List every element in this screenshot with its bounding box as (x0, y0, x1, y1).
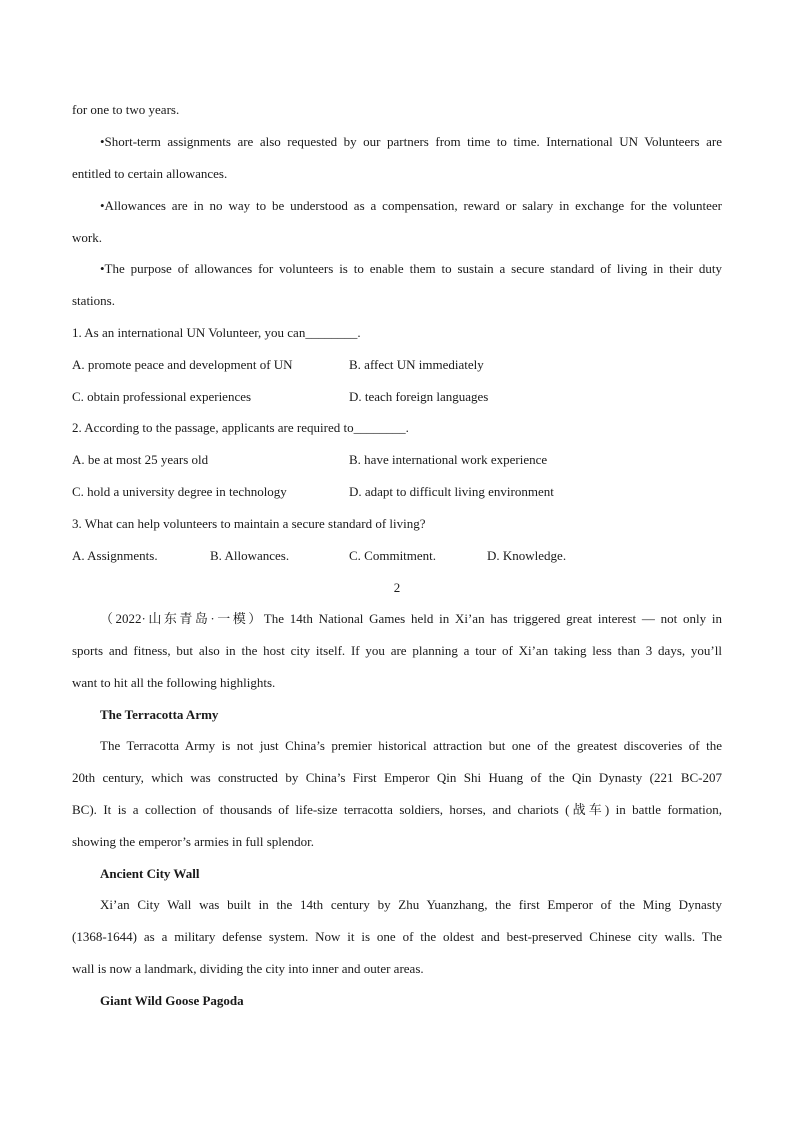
paragraph-line: Xi’an City Wall was built in the 14th century by Zhu Yuanzhang, the first Emperor of the Ming Dynasty (100, 897, 722, 912)
paragraph-line: wall is now a landmark, dividing the city into inner and outer areas. (72, 961, 424, 976)
paragraph-line: showing the emperor’s armies in full splendor. (72, 834, 315, 849)
paragraph-line: (1368-1644) as a military defense system. Now it is one of the oldest and best-preserved Chinese city walls. The (72, 929, 722, 944)
paragraph-line: （2022·山东青岛·一模）The 14th National Games held in Xi’an has triggered great interest — not only in (100, 611, 722, 626)
question-2-stem: 2. According to the passage, applicants are required to________. (72, 420, 409, 435)
paragraph-line: •Allowances are in no way to be understood as a compensation, reward or salary in exchange for the volunteer (100, 198, 722, 213)
question-3-stem: 3. What can help volunteers to maintain a secure standard of living? (72, 516, 426, 531)
question-2-option-b: B. have international work experience (349, 452, 548, 467)
question-2-option-d: D. adapt to difficult living environment (349, 484, 554, 499)
section-heading: Giant Wild Goose Pagoda (100, 993, 244, 1008)
paragraph-line: entitled to certain allowances. (72, 166, 228, 181)
question-2-option-a: A. be at most 25 years old (72, 452, 209, 467)
paragraph-line: 20th century, which was constructed by China’s First Emperor Qin Shi Huang of the Qin Dynasty (221 BC-207 (72, 770, 722, 785)
paragraph-line: •The purpose of allowances for volunteers is to enable them to sustain a secure standard of living in their duty (100, 261, 722, 276)
question-2-option-c: C. hold a university degree in technology (72, 484, 287, 499)
question-3-option-a: A. Assignments. (72, 548, 158, 563)
question-1-stem: 1. As an international UN Volunteer, you can________. (72, 325, 361, 340)
paragraph-line: BC). It is a collection of thousands of life-size terracotta soldiers, horses, and chariots (战车) in battle formation, (72, 802, 722, 817)
paragraph-line: for one to two years. (72, 102, 180, 117)
question-3-option-d: D. Knowledge. (487, 548, 567, 563)
question-3-option-c: C. Commitment. (349, 548, 437, 563)
paragraph-line: stations. (72, 293, 115, 308)
question-1-option-c: C. obtain professional experiences (72, 389, 252, 404)
paragraph-line: work. (72, 230, 102, 245)
question-1-option-d: D. teach foreign languages (349, 389, 489, 404)
section-heading: Ancient City Wall (100, 866, 200, 881)
paragraph-line: The Terracotta Army is not just China’s premier historical attraction but one of the greatest discoveries of the (100, 738, 722, 753)
section-number: 2 (393, 580, 401, 595)
question-3-option-b: B. Allowances. (210, 548, 290, 563)
question-1-option-a: A. promote peace and development of UN (72, 357, 293, 372)
section-heading: The Terracotta Army (100, 707, 219, 722)
paragraph-line: sports and fitness, but also in the host city itself. If you are planning a tour of Xi’an taking less than 3 days, you’ll (72, 643, 722, 658)
question-1-option-b: B. affect UN immediately (349, 357, 484, 372)
paragraph-line: •Short-term assignments are also requested by our partners from time to time. International UN Volunteers are (100, 134, 722, 149)
paragraph-line: want to hit all the following highlights. (72, 675, 276, 690)
